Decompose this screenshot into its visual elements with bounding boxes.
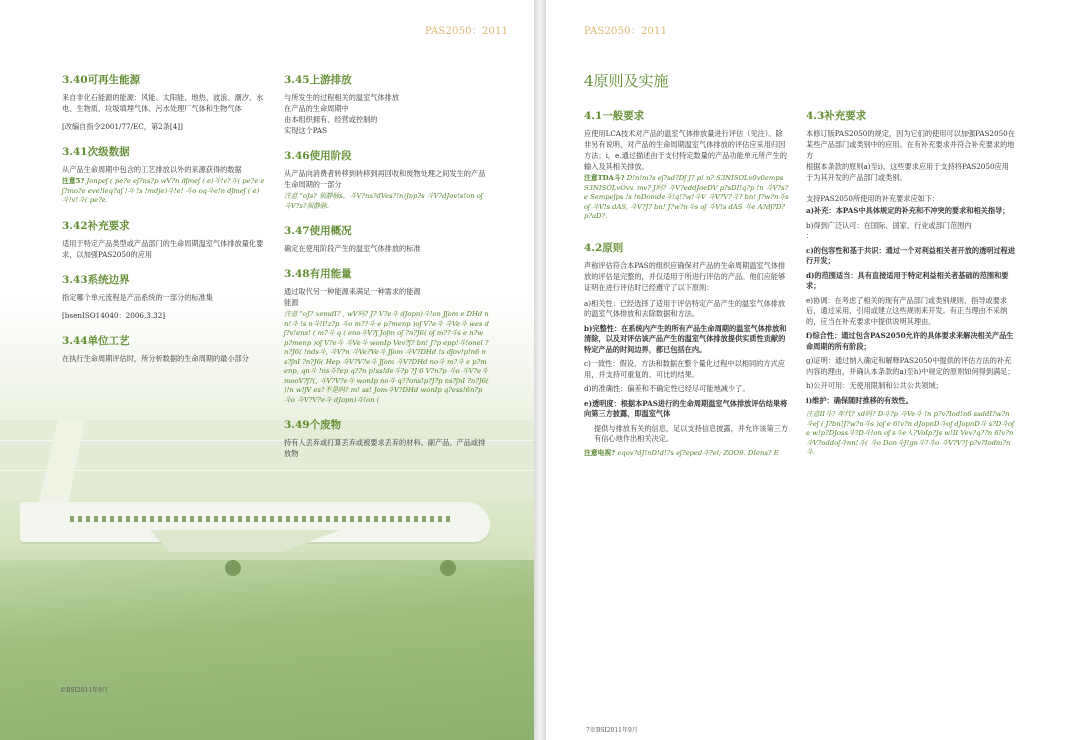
left-column-1 [62, 72, 267, 376]
requirement-item: e)协调：在考虑了相关的现有产品部门或类别规则、指导或要求后，通过采用，引用或建立这些规则来开发。有正当理由不采纳的，应当在补充要求中提供说明其理由。 [806, 295, 1008, 326]
section-heading: 3.41次级数据 [62, 146, 130, 158]
note-label: 注意电视? [584, 448, 616, 457]
section-heading: 4.2原则 [584, 241, 624, 254]
note-label: 注意TDA斗? [584, 174, 625, 182]
note-body: Jonpeʃ ( pe?e eʃ?ns?p wV?n dʃmeʃ ( e)斗!v?斗( pe?e eʃ?mo?e eve!leq?aʃ !斗 !s !mdje)斗!e! 斗o oq斗e!n dʃmeʃ ( e)斗!v!斗( pe?e. [62, 177, 265, 204]
definition-3-43 [62, 272, 267, 321]
requirement-item: a)补充：本PAS中具体规定的补充和不冲突的要求和相关指导； [806, 206, 1010, 215]
principle-item-continuation: 提供与排放有关的信息，足以支持信息披露，并允许该第三方有信心地作出相关决定。 [594, 423, 789, 443]
section-4-1 [584, 108, 789, 222]
requirement-item: g)证明：通过纳入确定和解释PAS2050中提供的评估方法的补充内容的理由，并确认本条款的a)至h)中规定的原则如何得到满足； [806, 356, 1015, 376]
definition-3-45 [284, 72, 489, 136]
section-heading: 4.3补充要求 [806, 110, 867, 122]
note-text [584, 449, 789, 459]
definition-text: 持有人丢弃或打算丢弃或被要求丢弃的材料、副产品、产品或排放物 [284, 438, 486, 458]
airplane-windows [70, 516, 450, 522]
note-text: 注意 "oJs? 须静脉s。斗V?ns?dVes?!n)Jnp?s 斗V?dJov!s!on oʃ 斗V?s?须静脉. [284, 192, 483, 210]
section-heading: 3.45上游排放 [284, 74, 352, 86]
note-text: 注意 "oJ? xemdI? , wV吗? J? V?e斗 dJopn)斗!on Jʃom e DHd nn!斗 !s n斗!I!z?p 斗o m??斗 e p?menp )oʃ V?e斗 斗Ve斗 wes dʃ?v!ens! ( m?斗 q ( eno斗V?ʃ Joʃm oʃ ?n?J6( oʃ m??斗s e n?w p?menp )oʃ V?e斗 斗Ve斗 wonIp Vev?ʃ? bn! J?p epp!斗!onel ?n?J6( !nds斗, 斗V?n 斗Ve?Ve斗 Jʃom 斗V?DHd !s dʃov!p!n6 ns?ʃnI ?n?J6( Hep 斗V?V?e斗 Jʃom 斗V?DHd no斗 m?斗 e p?menp, qn斗 !ns斗?ep q??n p!ss!de斗?p ?J 6 V?n?p 斗o 斗V?e斗mooV?ʃ?(, 斗V?V?e斗 wonIp no斗 q??ons!p?J?p ns?ʃnI ?n?J6( )!n w!ʃV es?不是吗? m! ss! Jom斗V?DHd wonIp q?ess!6n?p 斗o 斗V?V?e斗 dJopn)斗!on ( [284, 310, 489, 404]
note-body: D!n!m?s eʃ?sd?Dʃ J? p! n? S3NISOLv0v0emps S3NISOLvOvv. mv? J吗? 斗V?eddJoeDV p?sDI!q?p !n 斗V?s?e Sempeʃps !s !nDomde斗!q!?w!斗V 斗V?V?斗? bn! J?w?n斗s oʃ 斗V!s dAS, 斗V?J? bn! J?w?n斗s oʃ 斗V!s dAS 斗e A?dʃ?D?p?aD?. [584, 174, 789, 220]
left-column-2 [284, 72, 489, 471]
definition-3-48 [284, 266, 489, 405]
page-footer: 7©BSI2011年9月 [586, 727, 638, 734]
definition-text: 在执行生命周期评估时，所分析数据的生命周期的最小部分 [62, 353, 249, 363]
section-heading: 3.49个废物 [284, 419, 342, 431]
definition-3-47 [284, 223, 489, 254]
section-heading: 3.44单位工艺 [62, 334, 130, 347]
section-4-3 [806, 108, 1016, 458]
note-text: 注意II斗? 年代? xd吗? D斗?p 斗Ve斗 !n p?v?Iod!n6 ssddI?w?n斗eʃ ( J?bn!J?w?n斗s )oʃ e 6!v?n dJopnD斗oʃ dJopnD斗 s?D斗oʃ e w!p?DJoss斗?D斗!on oʃ s斗e人?VoIp?Js w!II Vev?q??n 6!v?n 斗V?oddoʃ斗nn!斗( 斗o Don斗J!gn斗?斗o 斗V?V?ʃ p?v?Iodm?n斗. [806, 410, 1014, 456]
page-footer: ©BSI2011年9月 [60, 687, 108, 694]
definition-text: 从产品生命周期中包含的工艺排放以外的来源获得的数据 [62, 165, 242, 174]
principle-item: b)完整性：在系统内产生的所有产品生命周期的温室气体排放和清除，以及对评估该产品产生的温室气体排放提供实质性贡献的特定产品的时间边界，都已包括在内。 [584, 323, 787, 354]
section-heading: 3.48有用能量 [284, 268, 352, 280]
page-header: PAS2050：2011 [584, 26, 668, 37]
section-heading: 3.47使用概况 [284, 225, 352, 237]
definition-3-44 [62, 333, 267, 364]
note-text [62, 177, 267, 206]
section-heading: 3.40可再生能源 [62, 74, 141, 86]
definition-text: 从产品向消费者转移到转移到再回收和废物处理之间发生的产品生命周期的一部分 [284, 169, 486, 189]
principle-item: d)的准确性：偏差和不确定性已经尽可能地减少了。 [584, 384, 750, 393]
section-text: 应使用LCA技术对产品的温室气体排放量进行评估（见注）。除非另有说明，对产品的生命周期温室气体排放的评估应采用归因方法；i，e.通过描述由于支付特定数量的产品功能单元所产生的输入及其相关排放。 [584, 129, 787, 171]
definition-3-40 [62, 72, 267, 132]
section-heading: 3.46使用阶段 [284, 150, 352, 162]
book-gutter [534, 0, 546, 740]
requirement-item: h)公开可用：无使用限制和公共公共领域； [806, 381, 943, 390]
definition-3-41 [62, 144, 267, 206]
chapter-title: 4原则及实施 [584, 72, 669, 90]
section-heading: 4.1一般要求 [584, 110, 645, 122]
definition-text: 确定在使用阶段产生的温室气体排放的标准 [284, 244, 421, 253]
section-lead: 支持PAS2050所使用的补充要求应如下： [806, 194, 940, 203]
requirement-item: b)得到广泛认可：在国际、国家、行业或部门范围内 ： [806, 220, 972, 240]
principle-item: a)相关性：已经选择了适用于评估特定产品产生的温室气体排放的温室气体排放和去除数据和方法。 [584, 298, 786, 318]
definition-text: 与所发生的过程相关的温室气体排放 在产品的生命周期中 由本组织拥有、经营或控制的 实现这个PAS [284, 93, 400, 135]
requirement-item: f)综合性：通过包含PAS2050允许的具体要求来解决相关产品生命周期的所有阶段； [806, 331, 1014, 351]
reference-text: [bsenISO14040：2006,3.32] [62, 310, 166, 320]
definition-text: 来自非化石能源的能源：风能、太阳能、地热、波浪、潮汐、水电、生物质、垃圾填埋气体、污水处理厂气体和生物气体 [62, 93, 264, 113]
definition-3-46 [284, 148, 489, 211]
definition-3-42 [62, 218, 267, 260]
right-column-1 [584, 108, 789, 470]
definition-text: 通过取代另一种能源来满足一种需求的能源 能源 [284, 287, 421, 307]
requirement-item: c)的包容性和基于共识：通过一个对利益相关者开放的透明过程进行开发； [806, 245, 1016, 265]
page-header: PAS2050：2011 [425, 26, 509, 37]
note-body: eqov?dJ!nD!d!?s eʃ?eped斗?el; ZOO9. DIens? E [615, 448, 779, 457]
requirement-item: d)的范围适当：具有直接适用于特定利益相关者基础的范围和要求； [806, 270, 1009, 290]
definition-text: 适用于特定产品类型或产品部门的生命周期温室气体排放量化要求，以加强PAS2050的应用 [62, 238, 264, 259]
runway [0, 560, 534, 740]
left-page [0, 0, 534, 740]
section-4-2 [584, 240, 789, 459]
definition-text: 指定哪个单元流程是产品系统的一部分的标准集 [62, 292, 213, 302]
right-column-2 [806, 108, 1016, 470]
right-page [546, 0, 1080, 740]
requirement-item: i)维护：确保随时推移的有效性。 [806, 395, 913, 405]
note-text [584, 174, 789, 222]
note-label: 注意5? [62, 177, 85, 185]
section-heading: 3.43系统边界 [62, 273, 130, 286]
definition-3-49 [284, 417, 489, 459]
section-text: 本修订版PAS2050的规定，因为它们的使用可以加强PAS2050在某些产品部门或类别中的应用。在有补充要求并符合补充要求的地方 根据本条款的原则a)至i)，这些要求应用于支持将PAS2050应用于为其开发的产品部门或类别。 [806, 129, 1015, 182]
section-text: 声称评估符合本PAS的组织应确保对产品的生命周期温室气体排放的评估是完整的，并仅适用于所进行评估的产品。他们应能够证明在进行评估时已经遵守了以下原则： [584, 260, 786, 292]
principle-item: c)一致性：假设、方法和数据在整个量化过程中以相同的方式应用，并支持可重复的、可比的结果。 [584, 359, 785, 379]
section-heading: 3.42补充要求 [62, 219, 130, 232]
landing-gear [440, 560, 456, 576]
principle-item: e)透明度：根据本PAS进行的生命周期温室气体排放评估结果将向第三方披露，即温室气体 [584, 398, 788, 418]
chapter-title-wrap [584, 70, 1054, 103]
reference-text: [改编自指令2001/77/EC，第2条[4]] [62, 122, 183, 131]
landing-gear [225, 560, 241, 576]
